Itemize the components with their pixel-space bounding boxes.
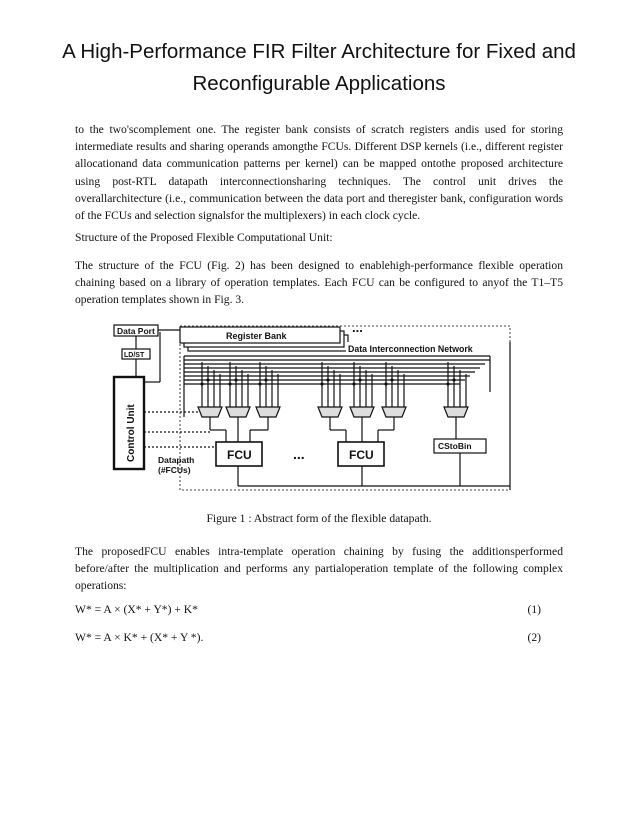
label-fcu-left: FCU — [227, 448, 252, 462]
equation-1-number: (1) — [527, 603, 541, 616]
paragraph-fcu-structure: The structure of the FCU (Fig. 2) has been designed to enablehigh-performance flexible operation chaining based on a library of operation templates. Each FCU can be configured to anyof the T1–T5 operation templates shown in Fig. 3. — [75, 259, 563, 307]
equation-2-number: (2) — [527, 631, 541, 644]
label-register-bank: Register Bank — [226, 331, 287, 341]
label-ld-st: LD/ST — [124, 352, 145, 359]
label-fcu-right: FCU — [349, 448, 374, 462]
equation-2 — [75, 631, 541, 644]
equation-2-text: W* = A × K* + (X* + Y *). — [75, 631, 204, 644]
label-datapath: Datapath — [158, 455, 195, 465]
label-data-port: Data Port — [117, 326, 155, 336]
label-control-unit: Control Unit — [126, 404, 137, 462]
section-heading-fcu: Structure of the Proposed Flexible Computational Unit: — [75, 231, 333, 244]
label-fcus-count: (#FCUs) — [158, 465, 191, 475]
label-dots-mid: ... — [293, 446, 305, 462]
label-dots-top: ... — [352, 322, 363, 335]
equation-1-text: W* = A × (X* + Y*) + K* — [75, 603, 198, 616]
page-title: A High-Performance FIR Filter Architecture for Fixed and Reconfigurable Applications — [62, 40, 576, 95]
label-cstobin: CStoBin — [438, 441, 472, 451]
figure-caption: Figure 1 : Abstract form of the flexible datapath. — [206, 512, 432, 525]
equation-1 — [75, 603, 541, 616]
label-network: Data Interconnection Network — [348, 344, 473, 354]
datapath-figure — [100, 322, 526, 494]
paragraph-fcu-chaining: The proposedFCU enables intra-template operation chaining by fusing the additionsperformed before/after the multiplication and performs any partialoperation template of the following complex operations: — [75, 545, 563, 593]
paragraph-register-bank: to the two'scomplement one. The register bank consists of scratch registers andis used for storing intermediate results and sharing operands amongthe FCUs. Different DSP kernels (i.e., different register allocationand data communication patterns per kernel) can be mapped ontothe proposed architecture using post-RTL datapath interconnectionsharing techniques. The control unit drives the overallarchitecture (i.e., communication between the data port and theregister bank, configuration words of the FCUs and selection signalsfor the multiplexers) in each clock cycle. — [75, 123, 563, 223]
